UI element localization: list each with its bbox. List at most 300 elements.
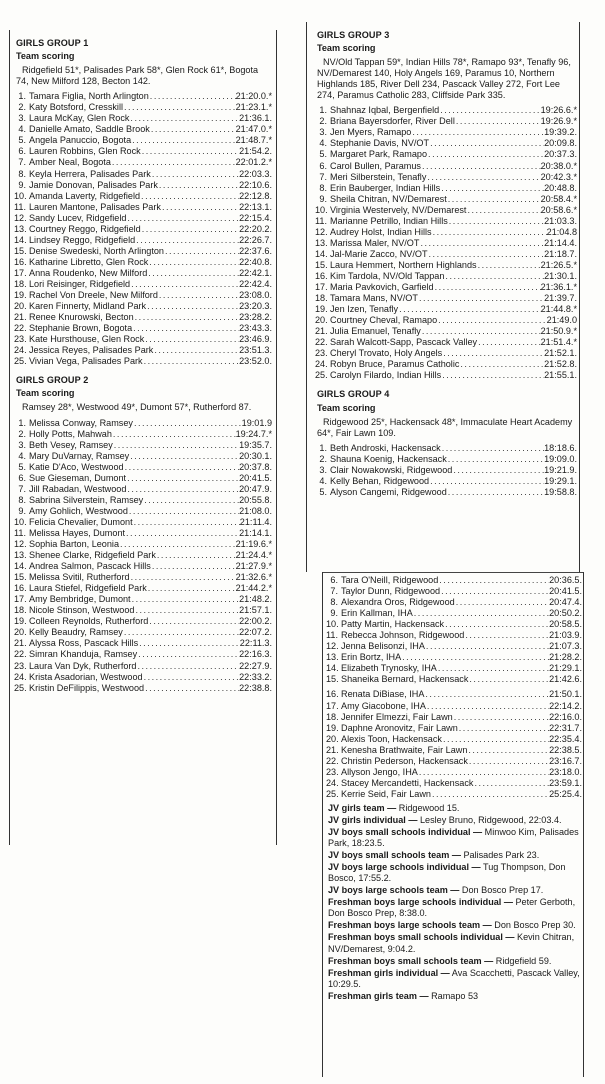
leader-dots <box>468 674 549 685</box>
result-rank: 7. <box>319 171 327 182</box>
result-name: Holly Potts, Mahwah <box>29 428 112 439</box>
leader-dots <box>133 517 240 528</box>
result-rank: 17. <box>14 594 27 605</box>
result-name: Jen Myers, Ramapo <box>330 127 412 138</box>
result-time: 19:26.9.* <box>540 116 577 127</box>
result-rank: 5. <box>319 149 327 160</box>
result-row <box>315 161 577 172</box>
result-row <box>14 102 272 113</box>
result-name: Renata DiBiase, IHA <box>341 689 425 700</box>
misc-result-line <box>328 850 582 861</box>
result-row <box>14 627 272 638</box>
result-time: 20:55.8. <box>239 494 272 505</box>
leader-dots <box>411 127 544 138</box>
result-name: Marianne Petrillo, Indian Hills <box>330 215 448 226</box>
result-name: Kate Hursthouse, Glen Rock <box>29 334 145 345</box>
right-column-rule-left <box>306 22 307 572</box>
result-row <box>14 616 272 627</box>
result-row <box>14 583 272 594</box>
result-rank: 7. <box>330 586 338 597</box>
result-time: 20:09.8. <box>544 138 577 149</box>
result-time: 21:20.0.* <box>235 91 272 102</box>
result-row <box>14 462 272 473</box>
result-rank: 2. <box>18 428 26 439</box>
result-time: 19:01.9 <box>241 417 272 428</box>
leader-dots <box>153 345 239 356</box>
result-name: Cheryl Trovato, Holy Angels <box>330 348 443 359</box>
result-rank: 12. <box>315 226 328 237</box>
result-time: 21:23.1.* <box>235 102 272 113</box>
leader-dots <box>138 638 240 649</box>
result-row <box>14 169 272 180</box>
leader-dots <box>426 701 549 712</box>
leader-dots <box>130 572 236 583</box>
result-row <box>14 202 272 213</box>
result-rank: 3. <box>319 464 327 475</box>
result-rank: 5. <box>319 486 327 497</box>
result-time: 22:37.6. <box>239 245 272 256</box>
leader-dots <box>413 608 549 619</box>
result-row <box>14 334 272 345</box>
leader-dots <box>148 616 239 627</box>
result-time: 23:46.9. <box>239 334 272 345</box>
result-rank: 10. <box>14 516 27 527</box>
result-rank: 4. <box>319 138 327 149</box>
leader-dots <box>447 454 544 465</box>
result-time: 20:47.4. <box>549 597 582 608</box>
result-rank: 24. <box>326 777 339 788</box>
result-row <box>14 257 272 268</box>
misc-text: Don Bosco Prep 17. <box>459 885 544 896</box>
result-name: Jenna Belisonzi, IHA <box>341 641 425 652</box>
result-row <box>14 135 272 146</box>
result-name: Shaneika Bernard, Hackensack <box>341 674 469 685</box>
result-name: Katy Botsford, Cresskill <box>29 102 123 113</box>
result-row <box>315 105 577 116</box>
result-time: 23:08.0. <box>239 290 272 301</box>
result-name: Shauna Koenig, Hackensack <box>330 453 447 464</box>
result-name: Courtney Cheval, Ramapo <box>330 315 438 326</box>
result-rank: 12. <box>14 212 27 223</box>
result-row <box>315 487 577 498</box>
group4-results-middle <box>326 575 582 685</box>
result-rank: 25. <box>14 682 27 693</box>
result-time: 19:39.2. <box>544 127 577 138</box>
result-time: 21:19.6.* <box>235 539 272 550</box>
group3-team-scores: NV/Old Tappan 59*, Indian Hills 78*, Ramapo 93*, Tenafly 96, NV/Demarest 140, Holy Angels 169, Paramus 10, Northern Highlands 185, River Dell 234, Pascack Valley 272, Fort Lee 274, Paramus Catholic 283, Cliffside Park 335. <box>317 57 571 101</box>
result-rank: 4. <box>18 124 26 135</box>
leader-dots <box>418 767 549 778</box>
result-name: Nicole Stinson, Westwood <box>29 605 135 616</box>
result-row <box>315 194 577 205</box>
result-row <box>14 213 272 224</box>
result-name: Colleen Reynolds, Rutherford <box>29 616 149 627</box>
misc-result-line <box>328 885 582 896</box>
result-time: 21:48.7.* <box>235 135 272 146</box>
result-rank: 2. <box>319 453 327 464</box>
result-rank: 20. <box>315 315 328 326</box>
result-name: Julia Emanuel, Tenafly <box>330 326 421 337</box>
result-name: Lauren Robbins, Glen Rock <box>29 146 141 157</box>
result-row <box>14 638 272 649</box>
leader-dots <box>143 672 240 683</box>
result-row <box>315 216 577 227</box>
result-rank: 19. <box>315 304 328 315</box>
result-name: Marissa Maler, NV/OT <box>330 237 420 248</box>
result-name: Carol Bullen, Paramus <box>330 160 421 171</box>
result-rank: 6. <box>330 575 338 585</box>
result-name: Sue Gieseman, Dumont <box>29 472 127 483</box>
result-row <box>14 484 272 495</box>
result-time: 22:42.4. <box>239 278 272 289</box>
result-time: 20:50.2. <box>549 608 582 619</box>
leader-dots <box>123 102 236 113</box>
result-rank: 25. <box>326 788 339 799</box>
result-rank: 22. <box>14 323 27 334</box>
result-time: 21:11.4. <box>239 516 272 527</box>
result-rank: 9. <box>330 608 338 619</box>
result-rank: 19. <box>14 616 27 627</box>
result-name: Virginia Westervely, NV/Demarest <box>330 204 467 215</box>
result-name: Renee Knurowski, Becton <box>29 312 134 323</box>
result-row <box>315 454 577 465</box>
result-row <box>315 443 577 454</box>
result-name: Lindsey Reggo, Ridgefield <box>29 234 136 245</box>
leader-dots <box>427 149 544 160</box>
misc-label: Freshman boys large schools team — <box>328 920 492 931</box>
result-row <box>315 238 577 249</box>
result-row <box>14 113 272 124</box>
result-time: 21:39.7. <box>544 293 577 304</box>
result-name: Lauren Mantone, Palisades Park <box>29 201 161 212</box>
misc-label: JV boys large schools team — <box>328 885 460 896</box>
result-rank: 23. <box>14 660 27 671</box>
result-time: 22:13.1. <box>239 201 272 212</box>
result-name: Alexis Toon, Hackensack <box>341 733 442 744</box>
result-row <box>326 608 582 619</box>
leader-dots <box>129 113 239 124</box>
misc-text: Peter Gerboth, Don Bosco Prep, 8:38.0. <box>328 897 576 919</box>
result-row <box>14 268 272 279</box>
result-time: 21:49.0 <box>546 315 577 326</box>
result-row <box>326 723 582 734</box>
result-time: 21:03.9. <box>549 630 582 641</box>
leader-dots <box>134 312 239 323</box>
leader-dots <box>421 326 541 337</box>
result-row <box>315 315 577 326</box>
result-rank: 21. <box>315 326 328 337</box>
leader-dots <box>123 627 239 638</box>
result-name: Kristin DeFilippis, Westwood <box>29 682 145 693</box>
leader-dots <box>130 279 239 290</box>
result-row <box>315 249 577 260</box>
result-row <box>14 224 272 235</box>
lower-right-rule-right <box>583 572 584 1077</box>
leader-dots <box>151 169 239 180</box>
leader-dots <box>161 202 239 213</box>
result-time: 21:52.1. <box>544 348 577 359</box>
result-rank: 18. <box>315 293 328 304</box>
result-rank: 13. <box>315 237 328 248</box>
result-rank: 13. <box>14 223 27 234</box>
result-time: 20:58.4.* <box>540 193 577 204</box>
result-name: Andrea Salmon, Pascack Hills <box>29 561 151 572</box>
result-row <box>326 778 582 789</box>
result-name: Kerrie Seid, Fair Lawn <box>341 788 431 799</box>
result-time: 21:14.1. <box>239 527 272 538</box>
leader-dots <box>156 550 236 561</box>
result-name: Simran Khanduja, Ramsey <box>29 649 138 660</box>
result-name: Amy Giacobone, IHA <box>341 700 426 711</box>
result-time: 20:41.5. <box>239 472 272 483</box>
result-rank: 16. <box>315 270 328 281</box>
result-time: 22:35.4. <box>549 733 582 744</box>
result-time: 22:38.8. <box>239 682 272 693</box>
result-time: 22:07.2. <box>239 627 272 638</box>
misc-result-line <box>328 803 582 814</box>
result-name: Alyson Cangemi, Ridgewood <box>330 486 447 497</box>
result-time: 20:37.3. <box>544 149 577 160</box>
result-time: 19:21.9. <box>544 464 577 475</box>
result-rank: 15. <box>315 259 328 270</box>
misc-label: JV boys small schools team — <box>328 850 461 861</box>
result-name: Courtney Reggo, Ridgefield <box>29 223 141 234</box>
group1-results <box>14 91 272 367</box>
leader-dots <box>429 476 544 487</box>
result-row <box>14 440 272 451</box>
result-name: Jessica Reyes, Palisades Park <box>29 345 154 356</box>
misc-result-line <box>328 862 582 884</box>
result-time: 21:36.1. <box>239 113 272 124</box>
result-name: Amy Gohlich, Westwood <box>29 505 128 516</box>
lower-right-rule-left <box>322 572 323 1077</box>
leader-dots <box>401 652 549 663</box>
result-name: Sheila Chitran, NV/Demarest <box>330 193 447 204</box>
leader-dots <box>431 789 549 800</box>
leader-dots <box>432 227 547 238</box>
result-name: Laura Stiefel, Ridgefield Park <box>29 583 147 594</box>
misc-text: Tug Thompson, Don Bosco, 17:55.2. <box>328 862 566 884</box>
result-row <box>14 91 272 102</box>
result-time: 19:29.1. <box>544 475 577 486</box>
leader-dots <box>113 440 239 451</box>
result-row <box>14 301 272 312</box>
result-row <box>326 789 582 800</box>
result-name: Beth Androski, Hackensack <box>330 442 441 453</box>
result-name: Felicia Chevalier, Dumont <box>29 516 133 527</box>
result-time: 21:52.8. <box>544 359 577 370</box>
result-name: Kim Tardola, NV/Old Tappan <box>330 270 445 281</box>
result-rank: 9. <box>18 179 26 190</box>
leader-dots <box>437 663 549 674</box>
left-column-rule-left <box>9 30 10 845</box>
group1-title: GIRLS GROUP 1 <box>16 38 89 48</box>
group2-team-scores: Ramsey 28*, Westwood 49*, Dumont 57*, Rutherford 87. <box>22 402 252 413</box>
result-time: 21:30.1. <box>544 270 577 281</box>
result-name: Kelly Behan, Ridgewood <box>330 475 430 486</box>
leader-dots <box>473 778 549 789</box>
misc-label: Freshman girls team — <box>328 990 429 1001</box>
result-time: 22:03.3. <box>239 168 272 179</box>
leader-dots <box>141 224 239 235</box>
result-rank: 18. <box>14 605 27 616</box>
result-time: 22:00.2. <box>239 616 272 627</box>
result-name: Briana Bayersdorfer, River Dell <box>330 116 455 127</box>
leader-dots <box>143 495 239 506</box>
result-name: Jal-Marie Zacco, NV/OT <box>330 248 428 259</box>
result-rank: 22. <box>315 337 328 348</box>
leader-dots <box>111 157 236 168</box>
misc-text: Ridgewood 15. <box>396 802 460 813</box>
leader-dots <box>125 528 239 539</box>
result-rank: 6. <box>18 146 26 157</box>
result-rank: 23. <box>14 334 27 345</box>
result-name: Robyn Bruce, Paramus Catholic <box>330 359 460 370</box>
result-rank: 14. <box>326 663 339 674</box>
result-time: 22:16.0. <box>549 711 582 722</box>
misc-result-line <box>328 991 582 1002</box>
leader-dots <box>437 315 546 326</box>
result-name: Maria Pavkovich, Garfield <box>330 282 434 293</box>
result-row <box>326 575 582 586</box>
leader-dots <box>151 561 236 572</box>
result-time: 22:15.4. <box>239 212 272 223</box>
result-rank: 22. <box>14 649 27 660</box>
result-row <box>315 476 577 487</box>
misc-result-line <box>328 815 582 826</box>
result-rank: 20. <box>14 627 27 638</box>
leader-dots <box>126 213 239 224</box>
result-row <box>315 138 577 149</box>
result-time: 21:44.2.* <box>235 583 272 594</box>
leader-dots <box>477 260 541 271</box>
result-time: 22:40.8. <box>239 256 272 267</box>
result-rank: 24. <box>14 671 27 682</box>
result-rank: 13. <box>326 652 339 663</box>
leader-dots <box>164 246 239 257</box>
result-name: Anna Roudenko, New Milford <box>29 267 148 278</box>
result-name: Margaret Park, Ramapo <box>330 149 428 160</box>
result-name: Jill Rabadan, Westwood <box>29 483 127 494</box>
result-row <box>14 661 272 672</box>
result-rank: 3. <box>18 113 26 124</box>
result-row <box>315 337 577 348</box>
leader-dots <box>448 216 544 227</box>
group2-title: GIRLS GROUP 2 <box>16 375 89 386</box>
result-row <box>315 348 577 359</box>
result-rank: 19. <box>14 290 27 301</box>
misc-text: Kevin Chitran, NV/Demarest, 9:04.2. <box>328 932 575 954</box>
result-row <box>315 271 577 282</box>
result-rank: 21. <box>326 744 339 755</box>
group4-team-heading: Team scoring <box>317 402 376 413</box>
leader-dots <box>131 594 240 605</box>
result-name: Denise Swedeski, North Arlington <box>29 245 164 256</box>
clipping-edge <box>322 572 584 573</box>
result-name: Erin Bortz, IHA <box>341 652 402 663</box>
result-name: Laura Hemmert, Northern Highlands <box>330 259 477 270</box>
leader-dots <box>468 756 549 767</box>
result-rank: 8. <box>330 597 338 608</box>
result-time: 20:58.5. <box>549 619 582 630</box>
leader-dots <box>128 506 239 517</box>
result-time: 21:55.1. <box>544 370 577 381</box>
misc-result-line <box>328 956 582 967</box>
result-time: 22:27.9. <box>239 660 272 671</box>
result-rank: 4. <box>319 475 327 486</box>
result-time: 21:24.4.* <box>235 550 272 561</box>
result-name: Allyson Jengo, IHA <box>341 766 418 777</box>
leader-dots <box>434 282 541 293</box>
leader-dots <box>426 172 540 183</box>
result-time: 22:42.1. <box>239 267 272 278</box>
result-rank: 21. <box>14 312 27 323</box>
result-row <box>315 326 577 337</box>
group1-team-heading: Team scoring <box>16 51 75 62</box>
result-row <box>14 191 272 202</box>
result-row <box>14 495 272 506</box>
result-time: 21:54.2. <box>239 146 272 157</box>
result-rank: 9. <box>319 193 327 204</box>
result-name: Erin Kallman, IHA <box>341 608 413 619</box>
result-row <box>14 246 272 257</box>
result-time: 21:36.1.* <box>540 282 577 293</box>
result-time: 23:51.3. <box>239 345 272 356</box>
result-rank: 19. <box>326 722 339 733</box>
result-time: 22:14.2. <box>549 700 582 711</box>
leader-dots <box>440 586 549 597</box>
result-time: 18:18.6. <box>544 442 577 453</box>
result-rank: 3. <box>319 127 327 138</box>
result-name: Melissa Svitil, Rutherford <box>29 572 130 583</box>
result-rank: 11. <box>315 215 327 226</box>
result-rank: 2. <box>319 116 327 127</box>
misc-results <box>326 803 582 1002</box>
result-time: 22:33.2. <box>239 671 272 682</box>
result-row <box>326 652 582 663</box>
left-column <box>14 36 272 694</box>
result-name: Beth Vesey, Ramsey <box>29 439 113 450</box>
result-name: Erin Bauberger, Indian Hills <box>330 182 441 193</box>
result-time: 21:27.9.* <box>235 561 272 572</box>
leader-dots <box>146 301 239 312</box>
result-name: Rachel Von Dreele, New Milford <box>29 290 158 301</box>
result-row <box>14 124 272 135</box>
misc-result-line <box>328 932 582 954</box>
result-row <box>14 572 272 583</box>
result-rank: 23. <box>315 348 328 359</box>
leader-dots <box>453 712 549 723</box>
leader-dots <box>141 146 239 157</box>
group3-results <box>315 105 577 381</box>
misc-label: Freshman boys large schools individual — <box>328 897 513 908</box>
result-rank: 8. <box>18 494 26 505</box>
result-time: 21:50.1. <box>549 689 582 700</box>
result-rank: 16. <box>14 583 27 594</box>
result-rank: 16. <box>14 256 27 267</box>
result-name: Lori Reisinger, Ridgefield <box>29 278 131 289</box>
result-time: 21:03.3. <box>544 215 577 226</box>
right-column-rule-right <box>579 22 580 572</box>
lower-right-column <box>326 575 582 1003</box>
leader-dots <box>444 619 549 630</box>
leader-dots <box>452 465 544 476</box>
misc-label: JV boys large schools individual — <box>328 862 481 873</box>
leader-dots <box>126 473 239 484</box>
leader-dots <box>137 661 240 672</box>
result-rank: 15. <box>14 572 27 583</box>
result-rank: 16. <box>326 689 339 700</box>
